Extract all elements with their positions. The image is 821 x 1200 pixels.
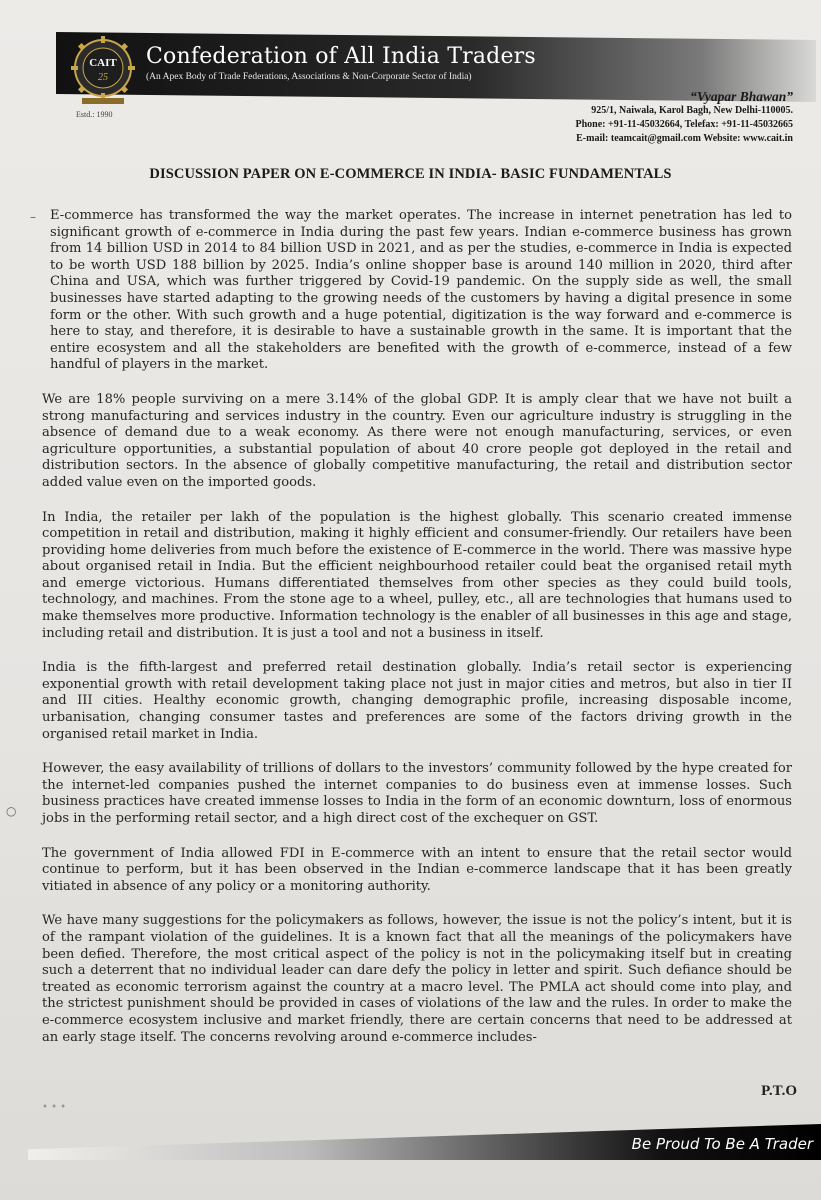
established-year: Estd.: 1990	[76, 110, 113, 119]
logo-number: 25	[98, 72, 108, 83]
logo-text: CAIT	[89, 57, 117, 69]
paragraph-2: We are 18% people surviving on a mere 3.14% of the global GDP. It is amply clear that we have not built a strong manufacturing and services industry in the country. Even our agriculture industry is struggling in the absence of demand due to a weak economy. As there were not enough manufacturing, services, or even agriculture opportunities, a substantial population of about 40 crore people got deployed in the retail and distribution sectors. In the absence of globally competitive manufacturing, the retail and distribution sector added value even on the imported goods.	[42, 391, 792, 490]
paragraph-1: E-commerce has transformed the way the market operates. The increase in internet penetration has led to significant growth of e-commerce in India during the past few years. Indian e-commerce business has grown from 14 billion USD in 2014 to 84 billion USD in 2021, and as per the studies, e-commerce in India is expected to be worth USD 188 billion by 2025. India’s online shopper base is around 140 million in 2020, third after China and USA, which was further triggered by Covid-19 pandemic. On the supply side as well, the small businesses have started adapting to the growing needs of the customers by having a digital presence in some form or the other. With such growth and a huge potential, digitization is the way forward and e-commerce is here to stay, and therefore, it is desirable to have a sustainable growth in the same. It is important that the entire ecosystem and all the stakeholders are benefited with the growth of e-commerce, instead of a few handful of players in the market.	[50, 208, 792, 373]
paragraph-4: India is the fifth-largest and preferred retail destination globally. India’s retail sector is experiencing exponential growth with retail development taking place not just in major cities and metros, but also in tier II and III cities. Healthy economic growth, changing demographic profile, increasing disposable income, urbanisation, changing consumer tastes and preferences are some of the factors driving growth in the organised retail market in India.	[42, 660, 792, 742]
footer-faint-text: • • •	[42, 1102, 67, 1113]
margin-hole-mark: ○	[6, 804, 17, 818]
building-name: “Vyapar Bhawan”	[690, 89, 793, 104]
paragraph-5: However, the easy availability of trillions of dollars to the investors’ community followed by the hype created for the internet-led companies pushed the internet companies to do business even at immense losses. Such business practices have created immense losses to India in the form of an economic downturn, loss of enormous jobs in the performing retail sector, and a high direct cost of the exchequer on GST.	[42, 761, 792, 826]
cait-logo	[68, 34, 138, 116]
street-address: 925/1, Naiwala, Karol Bagh, New Delhi-110005.	[591, 105, 793, 116]
margin-dash-mark: –	[30, 210, 36, 224]
paragraph-7: We have many suggestions for the policymakers as follows, however, the issue is not the policy’s intent, but it is of the rampant violation of the guidelines. It is a known fact that all the meanings of the policymakers have been defied. Therefore, the most critical aspect of the policy is not in the policymaking itself but in creating such a deterrent that no individual leader can dare defy the policy in letter and spirit. Such defiance should be treated as economic terrorism against the country at a macro level. The PMLA act should come into play, and the strictest punishment should be provided in cases of violations of the law and the rules. In order to make the e-commerce ecosystem inclusive and market friendly, there are certain concerns that need to be addressed at an early stage itself. The concerns revolving around e-commerce includes-	[42, 913, 792, 1045]
organization-name: Confederation of All India Traders	[146, 44, 536, 69]
organization-tagline: (An Apex Body of Trade Federations, Associations & Non-Corporate Sector of India)	[146, 72, 472, 82]
document-title: DISCUSSION PAPER ON E-COMMERCE IN INDIA- BASIC FUNDAMENTALS	[149, 166, 672, 182]
paragraph-6: The government of India allowed FDI in E-commerce with an intent to ensure that the retail sector would continue to perform, but it has been observed in the Indian e-commerce landscape that it has been greatly vitiated in absence of any policy or a monitoring authority.	[42, 845, 792, 894]
pto-label: P.T.O	[761, 1083, 797, 1099]
footer-slogan: Be Proud To Be A Trader	[631, 1135, 813, 1153]
document-body	[42, 208, 792, 1064]
paragraph-3: In India, the retailer per lakh of the population is the highest globally. This scenario created immense competition in retail and distribution, making it highly efficient and consumer-friendly. Our retailers have been providing home deliveries from much before the existence of E-commerce in the world. There was massive hype about organised retail in India. But the efficient neighbourhood retailer could beat the organised retail myth and emerge victorious. Humans differentiated themselves from other species as they could build tools, technology, and machines. From the stone age to a wheel, pulley, etc., all are technologies that humans used to make themselves more productive. Information technology is the enabler of all businesses in this age and stage, including retail and distribution. It is just a tool and not a business in itself.	[42, 509, 792, 641]
phone-line: Phone: +91-11-45032664, Telefax: +91-11-45032665	[575, 119, 793, 130]
email-website-line: E-mail: teamcait@gmail.com Website: www.cait.in	[576, 133, 793, 144]
letterhead-address	[576, 90, 794, 146]
